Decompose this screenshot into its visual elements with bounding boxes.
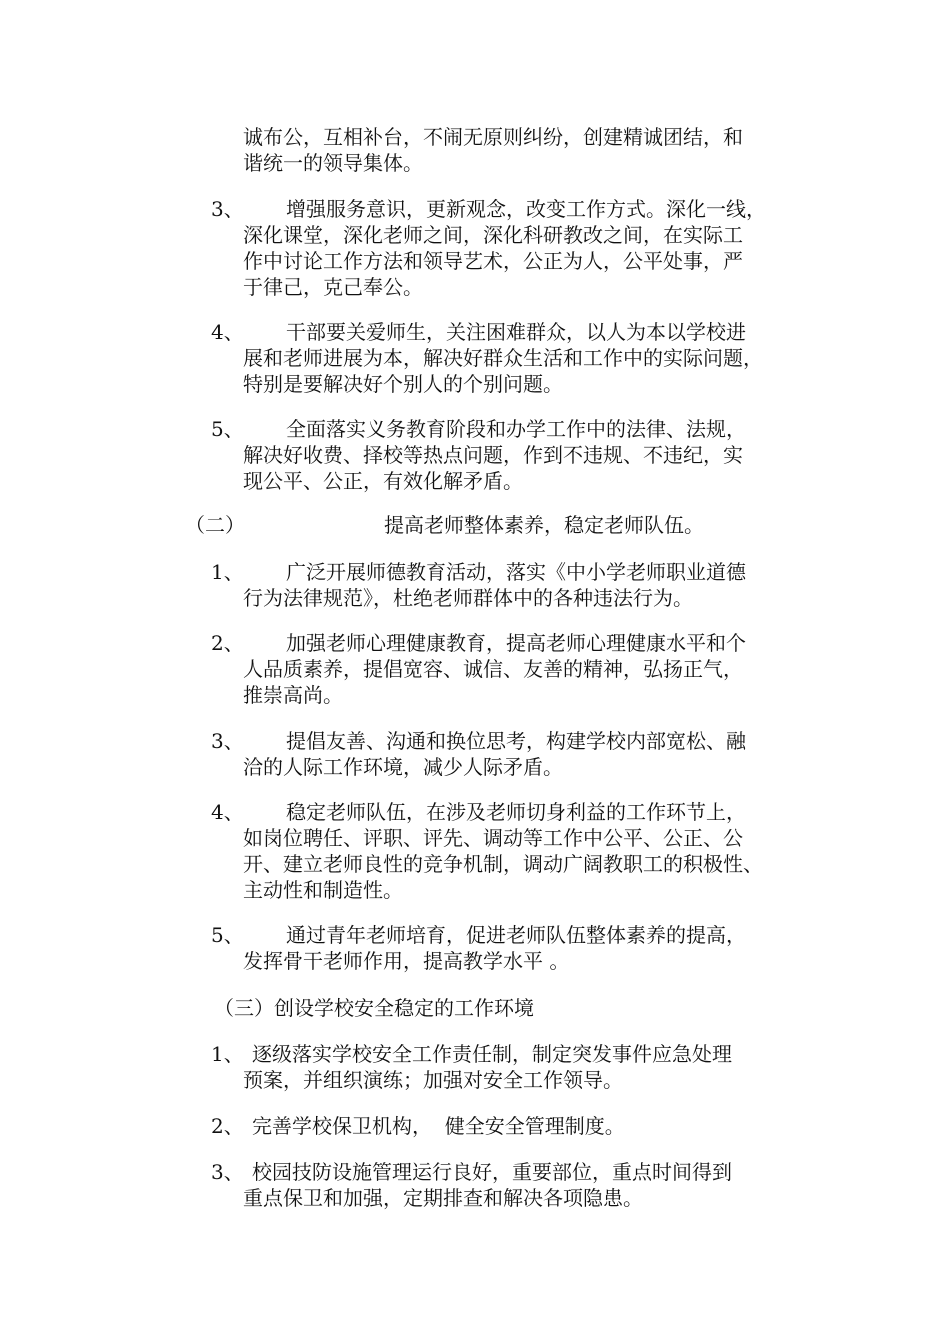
paragraph-line: 校园技防设施管理运行良好，重要部位，重点时间得到 bbox=[252, 1160, 732, 1184]
paragraph-line: 全面落实义务教育阶段和办学工作中的法律、法规， bbox=[286, 417, 746, 441]
paragraph-line: 于律己，克己奉公。 bbox=[243, 275, 423, 299]
paragraph-line: 谐统一的领导集体。 bbox=[243, 151, 423, 175]
paragraph-line: 发挥骨干老师作用，提高教学水平 。 bbox=[243, 949, 570, 973]
list-number: 4、 bbox=[211, 800, 244, 824]
paragraph-line: 干部要关爱师生，关注困难群众，以人为本以学校进 bbox=[286, 320, 746, 344]
paragraph-line: 开、建立老师良性的竞争机制，调动广阔教职工的积极性、 bbox=[243, 852, 763, 876]
paragraph-line: 通过青年老师培育，促进老师队伍整体素养的提高， bbox=[286, 923, 746, 947]
paragraph-line: 稳定老师队伍，在涉及老师切身利益的工作环节上， bbox=[286, 800, 746, 824]
paragraph-line: 完善学校保卫机构， 健全安全管理制度。 bbox=[252, 1114, 625, 1138]
list-number: 3、 bbox=[211, 1160, 244, 1184]
paragraph-line: 主动性和制造性。 bbox=[243, 878, 403, 902]
list-number: 3、 bbox=[211, 197, 244, 221]
paragraph-line: 人品质素养，提倡宽容、诚信、友善的精神，弘扬正气， bbox=[243, 657, 743, 681]
list-number: 3、 bbox=[211, 729, 244, 753]
paragraph-line: 展和老师进展为本，解决好群众生活和工作中的实际问题， bbox=[243, 346, 763, 370]
section-title: （三）创设学校安全稳定的工作环境 bbox=[214, 996, 534, 1020]
paragraph-line: 行为法律规范》，杜绝老师群体中的各种违法行为。 bbox=[243, 586, 693, 610]
paragraph-line: 预案，并组织演练；加强对安全工作领导。 bbox=[243, 1068, 623, 1092]
list-number: 1、 bbox=[211, 560, 244, 584]
list-number: 1、 bbox=[211, 1042, 244, 1066]
paragraph-line: 重点保卫和加强，定期排查和解决各项隐患。 bbox=[243, 1186, 643, 1210]
section-title: 提高老师整体素养，稳定老师队伍。 bbox=[384, 513, 704, 537]
paragraph-line: 现公平、公正，有效化解矛盾。 bbox=[243, 469, 523, 493]
paragraph-line: 增强服务意识，更新观念，改变工作方式。深化一线， bbox=[286, 197, 766, 221]
section-marker: （二） bbox=[185, 513, 245, 537]
list-number: 5、 bbox=[211, 417, 244, 441]
paragraph-line: 解决好收费、择校等热点问题，作到不违规、不违纪，实 bbox=[243, 443, 743, 467]
paragraph-line: 广泛开展师德教育活动，落实《中小学老师职业道德 bbox=[286, 560, 746, 584]
paragraph-line: 作中讨论工作方法和领导艺术，公正为人，公平处事，严 bbox=[243, 249, 743, 273]
paragraph-line: 逐级落实学校安全工作责任制，制定突发事件应急处理 bbox=[252, 1042, 732, 1066]
paragraph-line: 特别是要解决好个别人的个别问题。 bbox=[243, 372, 563, 396]
paragraph-line: 诚布公，互相补台，不闹无原则纠纷，创建精诚团结，和 bbox=[243, 125, 743, 149]
list-number: 2、 bbox=[211, 631, 244, 655]
paragraph-line: 提倡友善、沟通和换位思考，构建学校内部宽松、融 bbox=[286, 729, 746, 753]
paragraph-line: 如岗位聘任、评职、评先、调动等工作中公平、公正、公 bbox=[243, 826, 743, 850]
paragraph-line: 加强老师心理健康教育，提高老师心理健康水平和个 bbox=[286, 631, 746, 655]
list-number: 2、 bbox=[211, 1114, 244, 1138]
paragraph-line: 推崇高尚。 bbox=[243, 683, 343, 707]
list-number: 5、 bbox=[211, 923, 244, 947]
list-number: 4、 bbox=[211, 320, 244, 344]
paragraph-line: 深化课堂，深化老师之间，深化科研教改之间，在实际工 bbox=[243, 223, 743, 247]
paragraph-line: 洽的人际工作环境，减少人际矛盾。 bbox=[243, 755, 563, 779]
